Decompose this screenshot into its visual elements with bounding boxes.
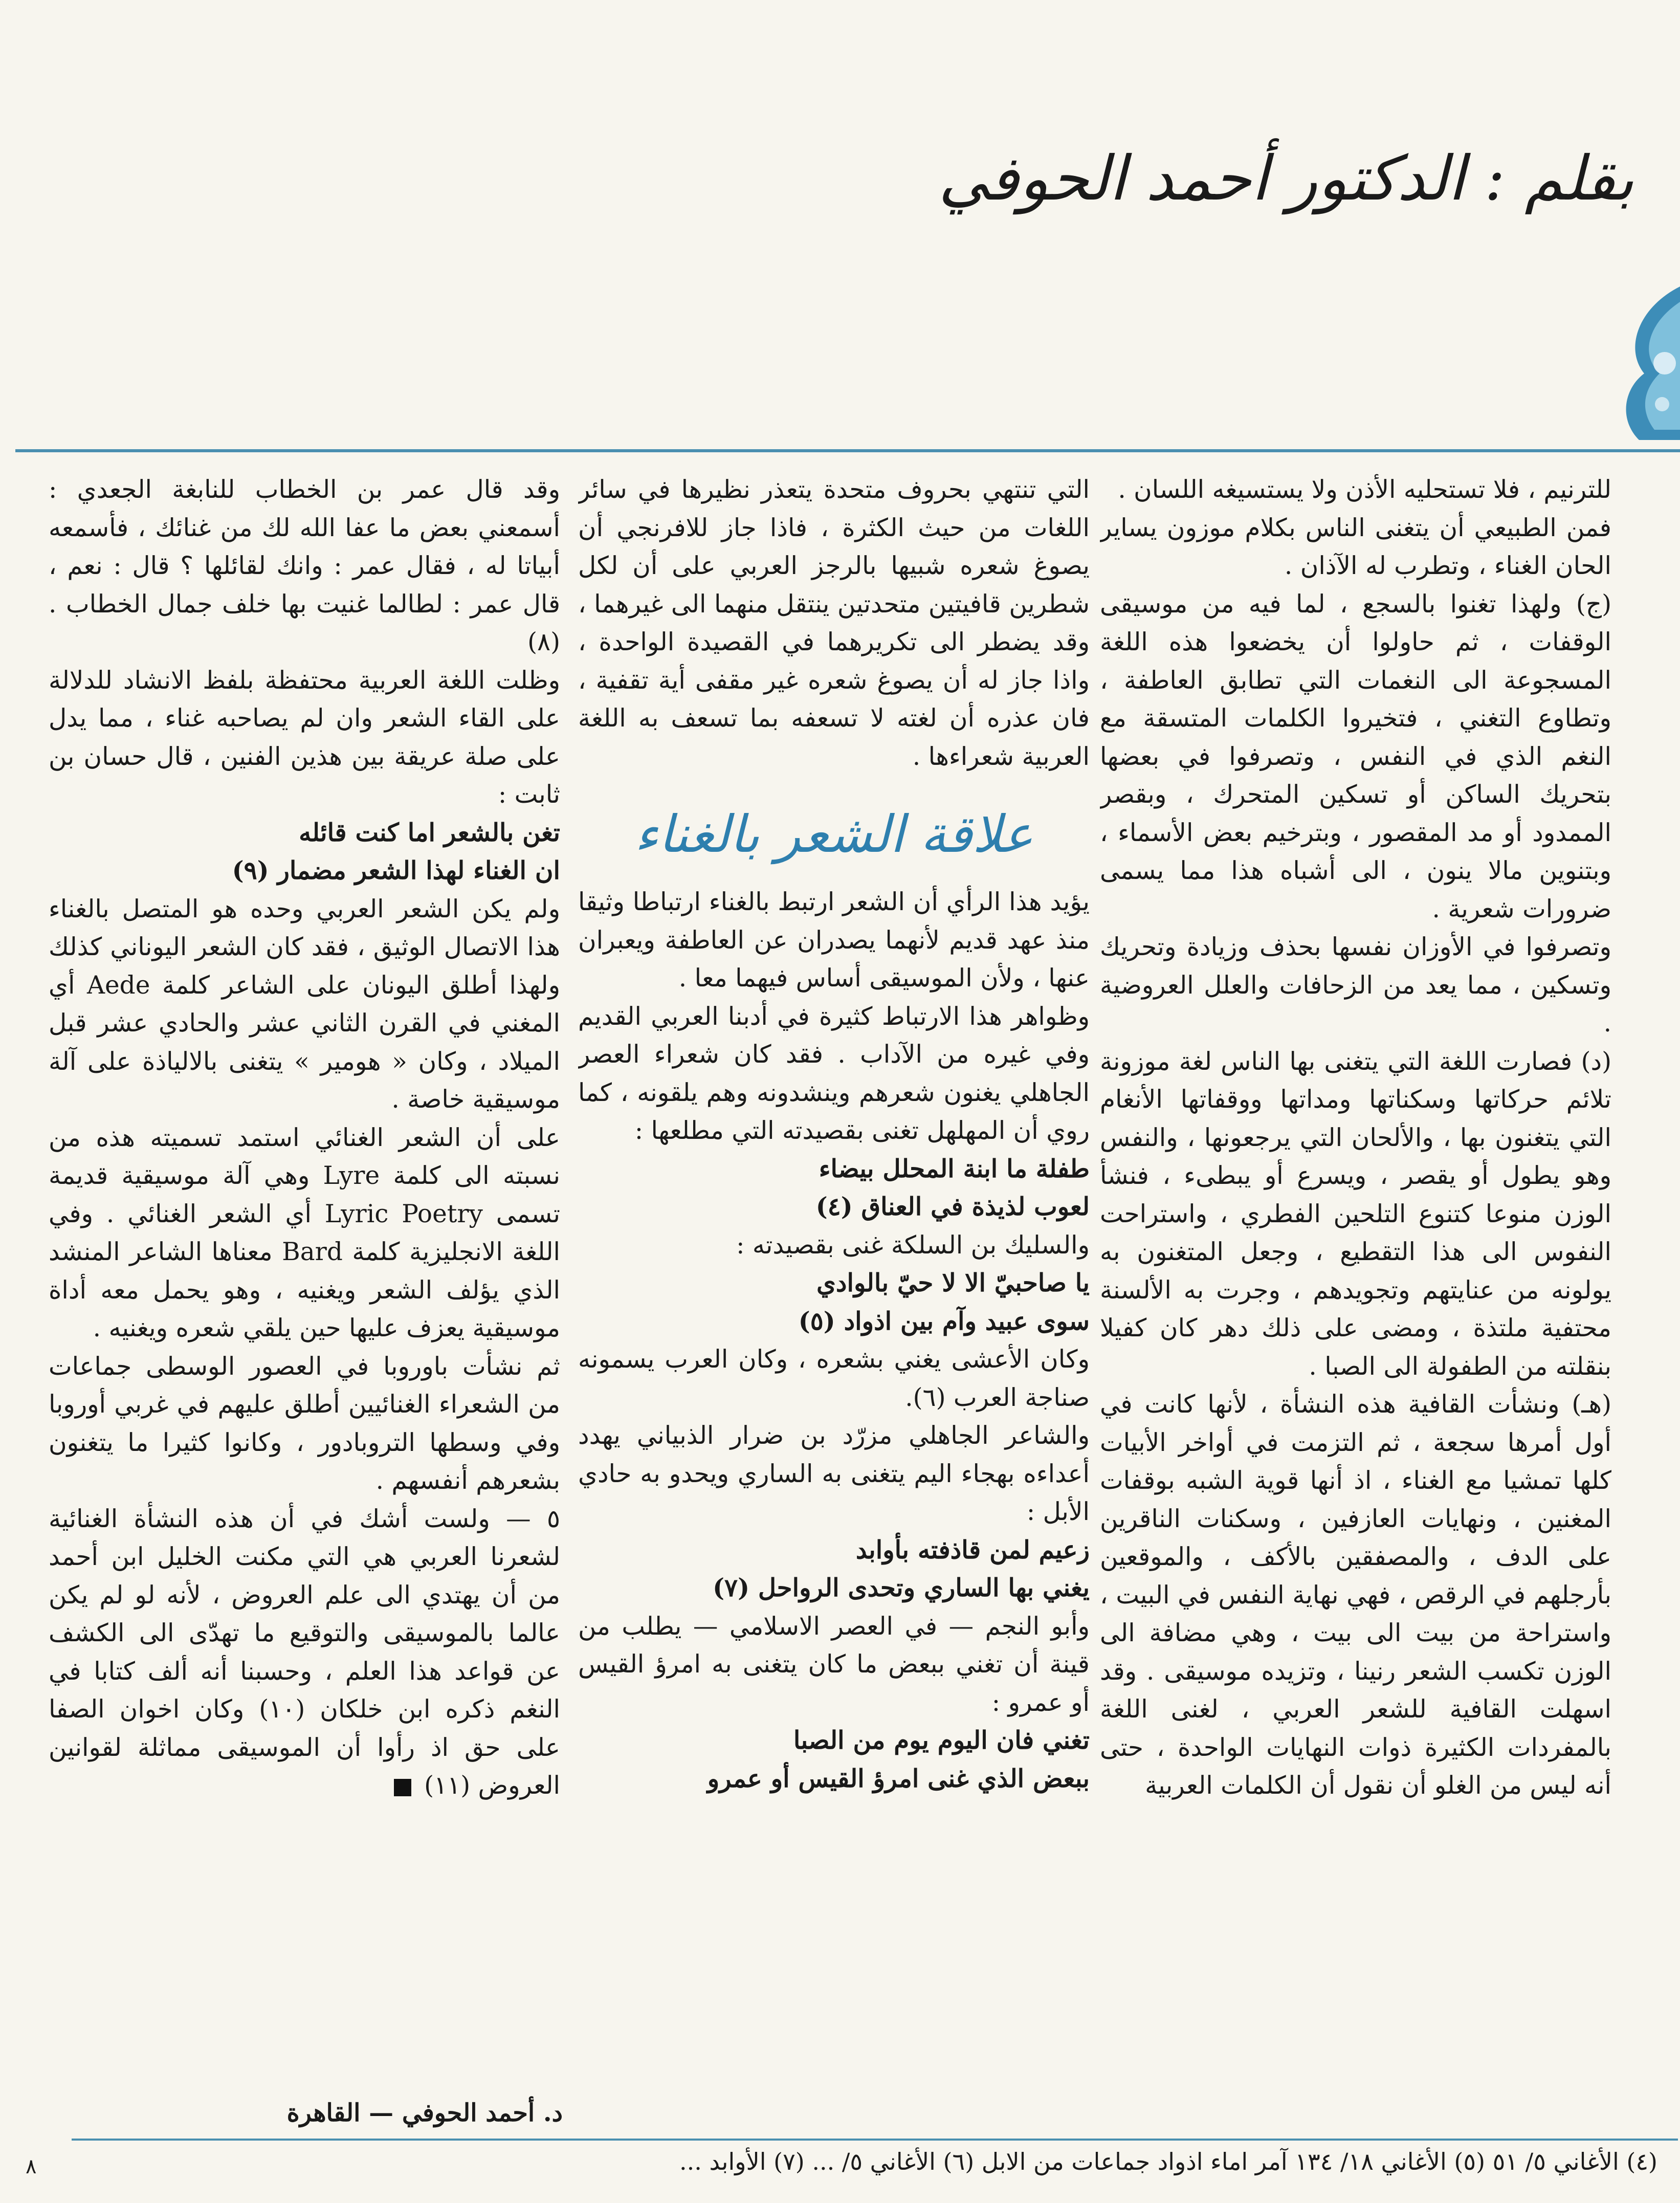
paragraph: وكان الأعشى يغني بشعره ، وكان العرب يسمونه صناجة العرب (٦). والشاعر الجاهلي مزرّد بن ضرار الذبياني يهدد أعداءه بهجاء اليم يتغنى به الساري ويحدو به حادي الأبل :: [578, 1345, 1090, 1526]
paragraph: (هـ) ونشأت القافية هذه النشأة ، لأنها كانت في أول أمرها سجعة ، ثم التزمت في أواخر الأبيات كلها تمشيا مع الغناء ، اذ أنها قوية الشبه بوقفات المغنين ، ونهايات العازفين ، وسكنات الناقرين على الدف ، والمصفقين بالأكف ، والموقعين بأرجلهم في الرقص ، فهي نهاية النفس في البيت ، واستراحة من بيت الى بيت ، وهي مضافة الى الوزن تكسب الشعر رنينا ، وتزيده موسيقى . وقد اسهلت القافية للشعر العربي ، لغنى اللغة بالمفردات الكثيرة ذوات النهايات الواحدة ، حتى أنه ليس من الغلو أن نقول أن الكلمات العربية: [1100, 1390, 1611, 1800]
verse: زعيم لمن قاذفته بأوابد يغني بها الساري وتحدى الرواحل (٧): [713, 1535, 1090, 1602]
verse: يا صاحبيّ الا لا حيّ بالوادي سوى عبيد وآم بين اذواد (٥): [798, 1268, 1090, 1336]
paragraph: وظواهر هذا الارتباط كثيرة في أدبنا العربي القديم وفي غيره من الآداب . فقد كان شعراء العصر الجاهلي يغنون شعرهم وينشدونه وهم يلقونه ، كما روي أن المهلهل تغنى بقصيدته التي مطلعها :: [578, 1002, 1090, 1145]
footnote-rule: [72, 2139, 1678, 2141]
paragraph: فمن الطبيعي أن يتغنى الناس بكلام موزون يساير الحان الغناء ، وتطرب له الآذان .: [1100, 513, 1611, 580]
paragraph: [49, 1500, 560, 1805]
paragraph: ولم يكن الشعر العربي وحده هو المتصل بالغناء هذا الاتصال الوثيق ، فقد كان الشعر اليوناني كذلك ولهذا أطلق اليونان على الشاعر كلمة Aede أي المغني في القرن الثاني عشر والحادي عشر قبل الميلاد ، وكان « هومير » يتغنى بالالياذة على آلة موسيقية خاصة .: [49, 894, 560, 1114]
top-rule: [15, 449, 1680, 452]
page-number: ٨: [26, 2155, 37, 2178]
footnotes: (٤) الأغاني ٥/ ٥١ (٥) الأغاني ١٨/ ١٣٤ آمر اماء اذواد جماعات من الابل (٦) الأغاني ٥/ ... (٧) الأوابد ...: [679, 2148, 1657, 2175]
column-right: [1100, 471, 1611, 2087]
paragraph: للترنيم ، فلا تستحليه الأذن ولا يستسيغه اللسان .: [1118, 475, 1611, 504]
paragraph: وتصرفوا في الأوزان نفسها بحذف وزيادة وتحريك وتسكين ، مما يعد من الزحافات والعلل العروضية .: [1100, 933, 1611, 1038]
paragraph: التي تنتهي بحروف متحدة يتعذر نظيرها في سائر اللغات من حيث الكثرة ، فاذا جاز للافرنجي أن يصوغ شعره شبيها بالرجز العربي على أن لكل شطرين قافيتين متحدتين ينتقل منهما الى غيرهما ، وقد يضطر الى تكريرهما في القصيدة الواحدة ، واذا جاز له أن يصوغ شعره غير مقفى أية تقفية ، فان عذره أن لغته لا تسعفه بما تسعف به اللغة العربية شعراءها .: [578, 475, 1090, 771]
column-middle: [578, 471, 1090, 2087]
paragraph: يؤيد هذا الرأي أن الشعر ارتبط بالغناء ارتباطا وثيقا منذ عهد قديم لأنهما يصدران عن العاطفة ويعبران عنها ، ولأن الموسيقى أساس فيهما معا .: [578, 888, 1090, 993]
verse: طفلة ما ابنة المحلل بيضاء لعوب لذيذة في العناق (٤): [815, 1154, 1090, 1221]
signature: د. أحمد الحوفي — القاهرة: [286, 2099, 563, 2127]
paragraph: وقد قال عمر بن الخطاب للنابغة الجعدي : أسمعني بعض ما عفا الله لك من غنائك ، فأسمعه أبياتا له ، فقال عمر : وانك لقائلها ؟ قال : نعم ، قال عمر : لطالما غنيت بها خلف جمال الخطاب . (٨) وظلت اللغة العربية محتفظة بلفظ الانشاد للدلالة على القاء الشعر وان لم يصاحبه غناء ، مما يدل على صلة عريقة بين هذين الفنين ، قال حسان بن ثابت :: [49, 475, 560, 809]
verse: تغني فان اليوم يوم من الصبا ببعض الذي غنى امرؤ القيس أو عمرو: [707, 1726, 1090, 1793]
paragraph: على أن الشعر الغنائي استمد تسميته هذه من نسبته الى كلمة Lyre وهي آلة موسيقية قديمة تسمى Lyric Poetry أي الشعر الغنائي . وفي اللغة الانجليزية كلمة Bard معناها الشاعر المنشد الذي يؤلف الشعر ويغنيه ، وهو يحمل معه أداة موسيقية يعزف عليها حين يلقي شعره ويغنيه .: [49, 1123, 560, 1342]
column-left: [49, 471, 560, 2087]
paragraph: والسليك بن السلكة غنى بقصيدته :: [736, 1230, 1090, 1260]
end-mark-icon: [394, 1779, 411, 1796]
verse: تغن بالشعر اما كنت قائله ان الغناء لهذا الشعر مضمار (٩): [232, 818, 560, 885]
paragraph: وأبو النجم — في العصر الاسلامي — يطلب من قينة أن تغني ببعض ما كان يتغنى به امرؤ القيس أو عمرو :: [578, 1612, 1090, 1717]
decorative-ornament: [1578, 287, 1680, 440]
paragraph: ثم نشأت باوروبا في العصور الوسطى جماعات من الشعراء الغنائيين أطلق عليهم في غربي أوروبا وفي وسطها التروبادور ، وكانوا كثيرا ما يتغنون بشعرهم أنفسهم .: [49, 1352, 560, 1495]
section-title: علاقة الشعر بالغناء: [634, 804, 1033, 864]
paragraph: (ج) ولهذا تغنوا بالسجع ، لما فيه من موسيقى الوقفات ، ثم حاولوا أن يخضعوا هذه اللغة المسجوعة الى النغمات التي تطابق العاطفة ، وتطاوع التغني ، فتخيروا الكلمات المتسقة مع النغم الذي في النفس ، وتصرفوا في بعضها بتحريك الساكن أو تسكين المتحرك ، وبقصر الممدود أو مد المقصور ، وبترخيم بعض الأسماء ، وبتنوين مالا ينون ، الى أشباه هذا مما يسمى ضرورات شعرية .: [1100, 589, 1611, 923]
author-byline: بقلم : الدكتور أحمد الحوفي: [938, 143, 1634, 214]
paragraph-text: ٥ — ولست أشك في أن هذه النشأة الغنائية لشعرنا العربي هي التي مكنت الخليل ابن أحمد من أن يهتدي الى علم العروض ، لأنه لو لم يكن عالما بالموسيقى والتوقيع ما تهدّى الى الكشف عن قواعد هذا العلم ، وحسبنا أنه ألف كتابا في النغم ذكره ابن خلكان (١٠) وكان اخوان الصفا على حق اذ رأوا أن الموسيقى مماثلة لقوانين العروض (١١): [49, 1504, 560, 1800]
paragraph: (د) فصارت اللغة التي يتغنى بها الناس لغة موزونة تلائم حركاتها وسكناتها ومداتها ووقفاتها الأنغام التي يتغنون بها ، والألحان التي يرجعونها ، والنفس وهو يطول أو يقصر ، ويسرع أو يبطىء ، فنشأ الوزن منوعا كتنوع التلحين الفطري ، واستراحت النفوس الى هذا التقطيع ، وجعل المتغنون به يولونه من عنايتهم وتجويدهم ، وجرت به الألسنة محتفية ملتذة ، ومضى على ذلك دهر كان كفيلا بنقلته من الطفولة الى الصبا .: [1100, 1047, 1611, 1381]
